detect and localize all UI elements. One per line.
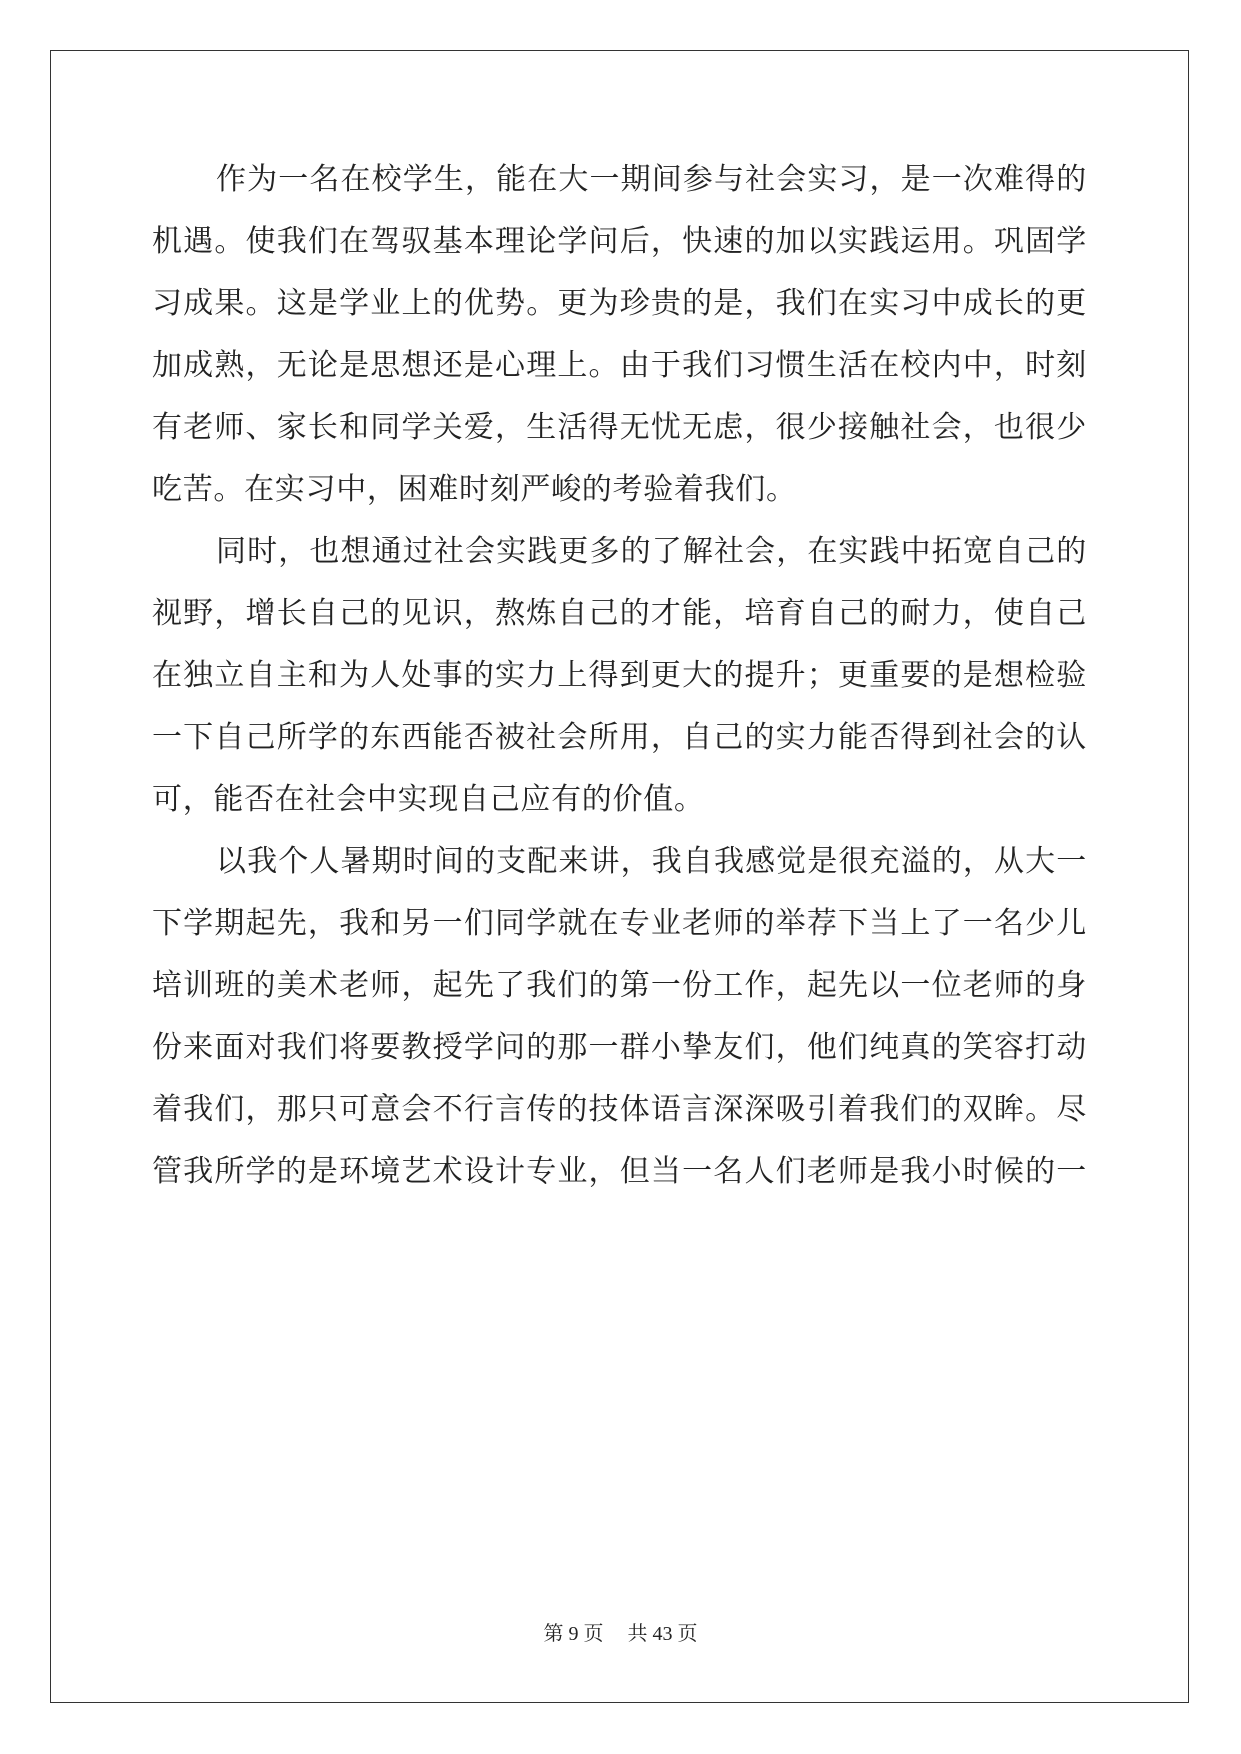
paragraph-1-line-2: 机遇。使我们在驾驭基本理论学问后，快速的加以实践运用。巩固学 (152, 224, 1087, 259)
page-number: 第 9 页 (543, 1623, 604, 1645)
paragraph-1-line-3: 习成果。这是学业上的优势。更为珍贵的是，我们在实习中成长的更 (152, 286, 1087, 321)
paragraph-3-line-5: 着我们，那只可意会不行言传的技体语言深深吸引着我们的双眸。尽 (152, 1092, 1087, 1127)
paragraph-1-line-1: 作为一名在校学生，能在大一期间参与社会实习，是一次难得的 (216, 162, 1087, 197)
paragraph-3-line-6: 管我所学的是环境艺术设计专业，但当一名人们老师是我小时候的一 (152, 1154, 1087, 1189)
paragraph-1-line-6: 吃苦。在实习中，困难时刻严峻的考验着我们。 (152, 472, 797, 507)
paragraph-1-line-4: 加成熟，无论是思想还是心理上。由于我们习惯生活在校内中，时刻 (152, 348, 1087, 383)
page-footer (0, 1622, 1241, 1646)
paragraph-2-line-2: 视野，增长自己的见识，熬炼自己的才能，培育自己的耐力，使自己 (152, 596, 1087, 631)
paragraph-2-line-5: 可，能否在社会中实现自己应有的价值。 (152, 782, 705, 817)
paragraph-2-line-4: 一下自己所学的东西能否被社会所用，自己的实力能否得到社会的认 (152, 720, 1087, 755)
paragraph-3-line-3: 培训班的美术老师，起先了我们的第一份工作，起先以一位老师的身 (152, 968, 1087, 1003)
paragraph-3-line-4: 份来面对我们将要教授学问的那一群小挚友们，他们纯真的笑容打动 (152, 1030, 1087, 1065)
paragraph-2-line-3: 在独立自主和为人处事的实力上得到更大的提升；更重要的是想检验 (152, 658, 1087, 693)
paragraph-1-line-5: 有老师、家长和同学关爱，生活得无忧无虑，很少接触社会，也很少 (152, 410, 1087, 445)
total-pages: 共 43 页 (627, 1623, 698, 1645)
paragraph-2-line-1: 同时，也想通过社会实践更多的了解社会，在实践中拓宽自己的 (216, 534, 1087, 569)
paragraph-3-line-1: 以我个人暑期时间的支配来讲，我自我感觉是很充溢的，从大一 (216, 844, 1087, 879)
paragraph-3-line-2: 下学期起先，我和另一们同学就在专业老师的举荐下当上了一名少儿 (152, 906, 1087, 941)
